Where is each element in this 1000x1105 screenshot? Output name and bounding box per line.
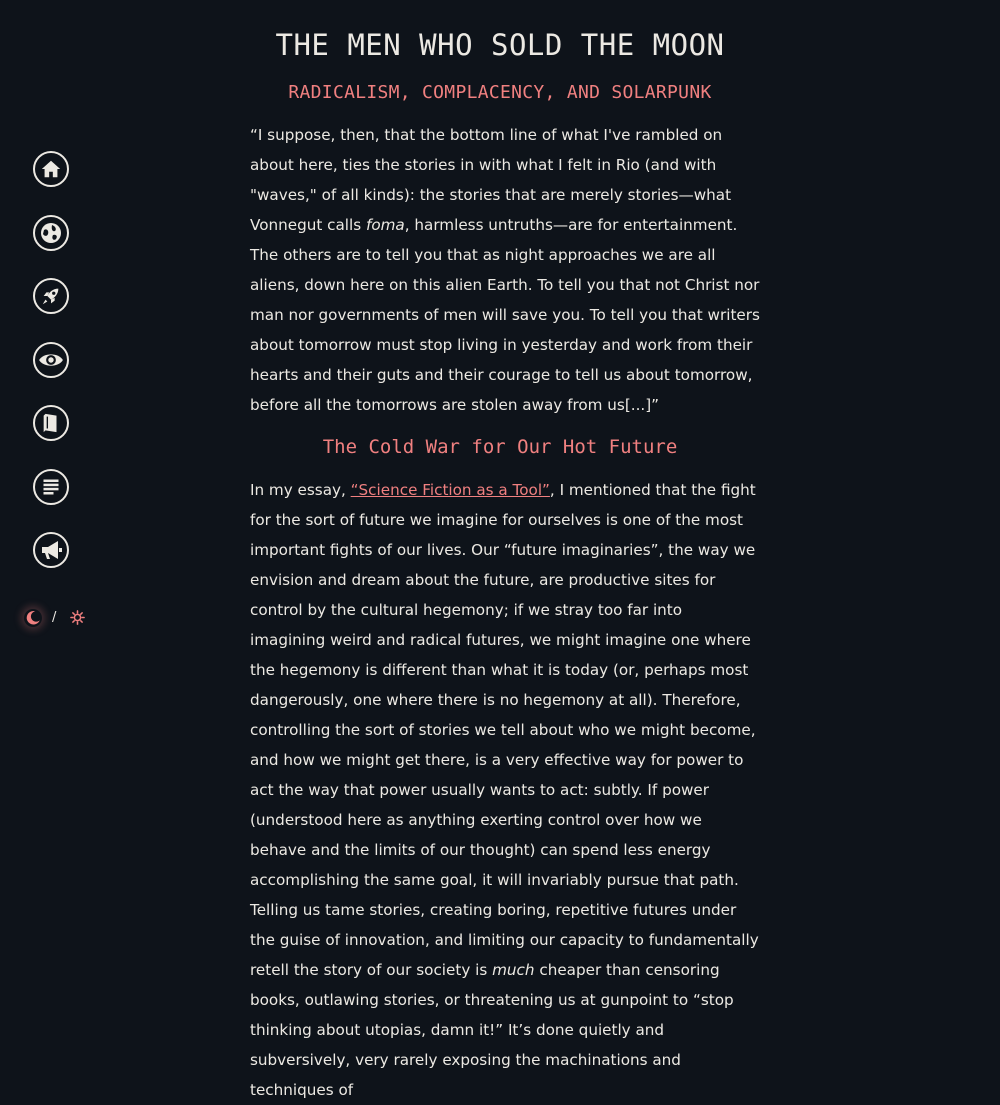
nav-eye-button[interactable] [33, 342, 69, 378]
page-subtitle: RADICALISM, COMPLACENCY, AND SOLARPUNK [288, 82, 712, 103]
book-icon [40, 412, 62, 434]
article-paragraph [250, 475, 760, 1105]
paragraph-part2: cheaper than censoring books, outlawing stories, or threatening us at gunpoint to “stop thinking about utopias, damn it!” It’s done quietly and subversively, very rarely exposing the machinations and techniques of [250, 961, 734, 1099]
quote-text-start: “I suppose, then, that the bottom line of what I've rambled on about here, ties the stories in with what I felt in Rio (and with "waves," of all kinds): the stories that are merely stories—what Vonnegut calls [250, 126, 732, 234]
nav-globe-button[interactable] [33, 215, 69, 251]
document-icon [41, 477, 61, 497]
megaphone-icon [39, 538, 63, 562]
rocket-icon [40, 285, 62, 307]
nav-document-button[interactable] [33, 469, 69, 505]
nav-megaphone-button[interactable] [33, 532, 69, 568]
sun-icon[interactable] [70, 610, 85, 629]
epigraph-quote [250, 120, 760, 420]
page-title: THE MEN WHO SOLD THE MOON [275, 28, 725, 62]
essay-link[interactable]: “Science Fiction as a Tool” [350, 481, 550, 499]
moon-icon[interactable] [24, 609, 42, 627]
paragraph-part1: , I mentioned that the fight for the sort of future we imagine for ourselves is one of the most important fights of our lives. Our “future imaginaries”, the way we envision and dream about the future, are productive sites for control by the cultural hegemony; if we stray too far into imagining weird and radical futures, we might imagine one where the hegemony is different than what it is today (or, perhaps most dangerously, one where there is no hegemony at all). Therefore, controlling the sort of stories we tell about who we might become, and how we might get there, is a very effective way for power to act the way that power usually wants to act: subtly. If power (understood here as anything exerting control over how we behave and the limits of our thought) can spend less energy accomplishing the same goal, it will invariably pursue that path. Telling us tame stories, creating boring, repetitive futures under the guise of innovation, and limiting our capacity to fundamentally retell the story of our society is [250, 481, 759, 979]
globe-icon [39, 221, 63, 245]
nav-home-button[interactable] [33, 151, 69, 187]
nav-rocket-button[interactable] [33, 278, 69, 314]
paragraph-italic: much [492, 961, 535, 979]
section-heading: The Cold War for Our Hot Future [322, 436, 678, 458]
home-icon [40, 158, 62, 180]
eye-icon [38, 347, 64, 373]
theme-separator: / [52, 610, 57, 625]
quote-text-end: , harmless untruths—are for entertainment. The others are to tell you that as night approaches we are all aliens, down here on this alien Earth. To tell you that not Christ nor man nor governments of men will save you. To tell you that writers about tomorrow must stop living in yesterday and work from their hearts and their guts and their courage to tell us about tomorrow, before all the tomorrows are stolen away from us[...]” [250, 216, 760, 414]
quote-italic: foma [365, 216, 405, 234]
sidebar-nav [33, 151, 73, 596]
paragraph-intro: In my essay, [250, 481, 351, 499]
theme-toggle [24, 609, 94, 629]
